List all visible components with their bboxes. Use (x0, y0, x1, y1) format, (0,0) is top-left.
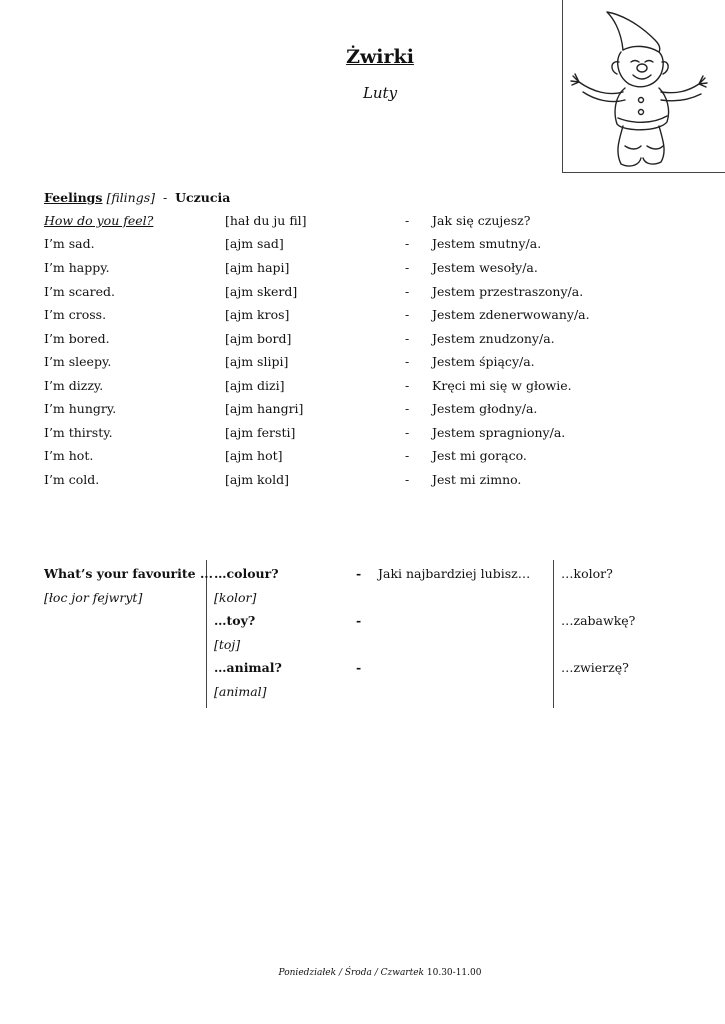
row-pl: Jest mi zimno. (432, 472, 522, 487)
row-en: I’m hungry. (44, 401, 117, 416)
item-phonetic: [toj] (214, 637, 241, 652)
row-en: I’m sleepy. (44, 354, 112, 369)
row-dash: - (405, 472, 410, 487)
vocab-row (0, 236, 725, 259)
row-phonetic: [ajm sad] (225, 236, 284, 251)
row-dash: - (405, 448, 410, 463)
row-en: I’m cross. (44, 307, 107, 322)
row-phonetic: [ajm skerd] (225, 284, 298, 299)
row-phonetic: [hał du ju fil] (225, 213, 307, 228)
item-en: …colour? (214, 566, 279, 581)
vocab-row (0, 401, 725, 424)
row-en: I’m happy. (44, 260, 110, 275)
vocab-row (0, 425, 725, 448)
row-phonetic: [ajm bord] (225, 331, 292, 346)
favourite-question-en: What’s your favourite ... (44, 566, 214, 581)
feelings-heading (44, 190, 230, 205)
item-pl: …zwierzę? (561, 660, 629, 675)
row-pl: Jestem wesoły/a. (432, 260, 538, 275)
item-pl: …kolor? (561, 566, 613, 581)
row-phonetic: [ajm hapi] (225, 260, 290, 275)
column-divider (206, 560, 207, 708)
favourite-question-pl: Jaki najbardziej lubisz… (378, 566, 531, 581)
page-title: Żwirki (346, 46, 414, 68)
item-dash: - (356, 660, 362, 675)
row-en: I’m dizzy. (44, 378, 104, 393)
footer-time: 10.30-11.00 (426, 968, 482, 978)
row-pl: Jestem znudzony/a. (432, 331, 555, 346)
vocab-row (0, 260, 725, 283)
row-dash: - (405, 236, 410, 251)
row-en: I’m hot. (44, 448, 94, 463)
item-en: …animal? (214, 660, 282, 675)
row-pl: Jestem smutny/a. (432, 236, 542, 251)
row-pl: Jestem śpiący/a. (432, 354, 535, 369)
row-dash: - (405, 378, 410, 393)
footer (0, 968, 725, 978)
favourite-question-phonetic: [łoc jor fejwryt] (44, 590, 143, 605)
row-pl: Kręci mi się w głowie. (432, 378, 572, 393)
item-phonetic: [animal] (214, 684, 267, 699)
row-dash: - (405, 260, 410, 275)
heading-en: Feelings (44, 190, 103, 205)
row-phonetic: [ajm kold] (225, 472, 290, 487)
vocab-row (0, 213, 725, 236)
vocab-row (0, 472, 725, 495)
footer-days: Poniedziałek / Środa / Czwartek (278, 968, 425, 978)
vocab-row (0, 448, 725, 471)
vocab-row (0, 307, 725, 330)
dwarf-illustration (562, 0, 725, 173)
row-phonetic: [ajm hot] (225, 448, 283, 463)
vocab-row (0, 378, 725, 401)
row-dash: - (405, 307, 410, 322)
row-en: I’m sad. (44, 236, 95, 251)
vocab-row (0, 331, 725, 354)
row-en: I’m thirsty. (44, 425, 113, 440)
row-phonetic: [ajm kros] (225, 307, 290, 322)
row-pl: Jestem zdenerwowany/a. (432, 307, 590, 322)
column-divider (553, 560, 554, 708)
row-en: I’m bored. (44, 331, 110, 346)
row-dash: - (405, 401, 410, 416)
item-phonetic: [kolor] (214, 590, 257, 605)
row-phonetic: [ajm hangri] (225, 401, 304, 416)
row-dash: - (405, 213, 410, 228)
row-pl: Jestem przestraszony/a. (432, 284, 584, 299)
heading-pl: Uczucia (175, 190, 231, 205)
page-subtitle: Luty (362, 84, 398, 102)
row-phonetic: [ajm fersti] (225, 425, 296, 440)
row-en: I’m scared. (44, 284, 115, 299)
item-dash: - (356, 613, 362, 628)
row-pl: Jestem spragniony/a. (432, 425, 566, 440)
row-phonetic: [ajm slipi] (225, 354, 289, 369)
item-en: …toy? (214, 613, 256, 628)
row-dash: - (405, 354, 410, 369)
vocab-row (0, 354, 725, 377)
row-dash: - (405, 331, 410, 346)
row-dash: - (405, 425, 410, 440)
row-en: I’m cold. (44, 472, 100, 487)
vocab-row (0, 284, 725, 307)
heading-separator: - (162, 190, 168, 205)
row-en: How do you feel? (44, 213, 154, 228)
row-dash: - (405, 284, 410, 299)
row-pl: Jak się czujesz? (432, 213, 531, 228)
heading-phonetic: [filings] (106, 190, 156, 205)
item-pl: …zabawkę? (561, 613, 636, 628)
row-phonetic: [ajm dizi] (225, 378, 285, 393)
favourite-table (0, 560, 725, 710)
row-pl: Jestem głodny/a. (432, 401, 538, 416)
item-dash: - (356, 566, 362, 581)
row-pl: Jest mi gorąco. (432, 448, 527, 463)
dwarf-drawing (563, 0, 725, 172)
